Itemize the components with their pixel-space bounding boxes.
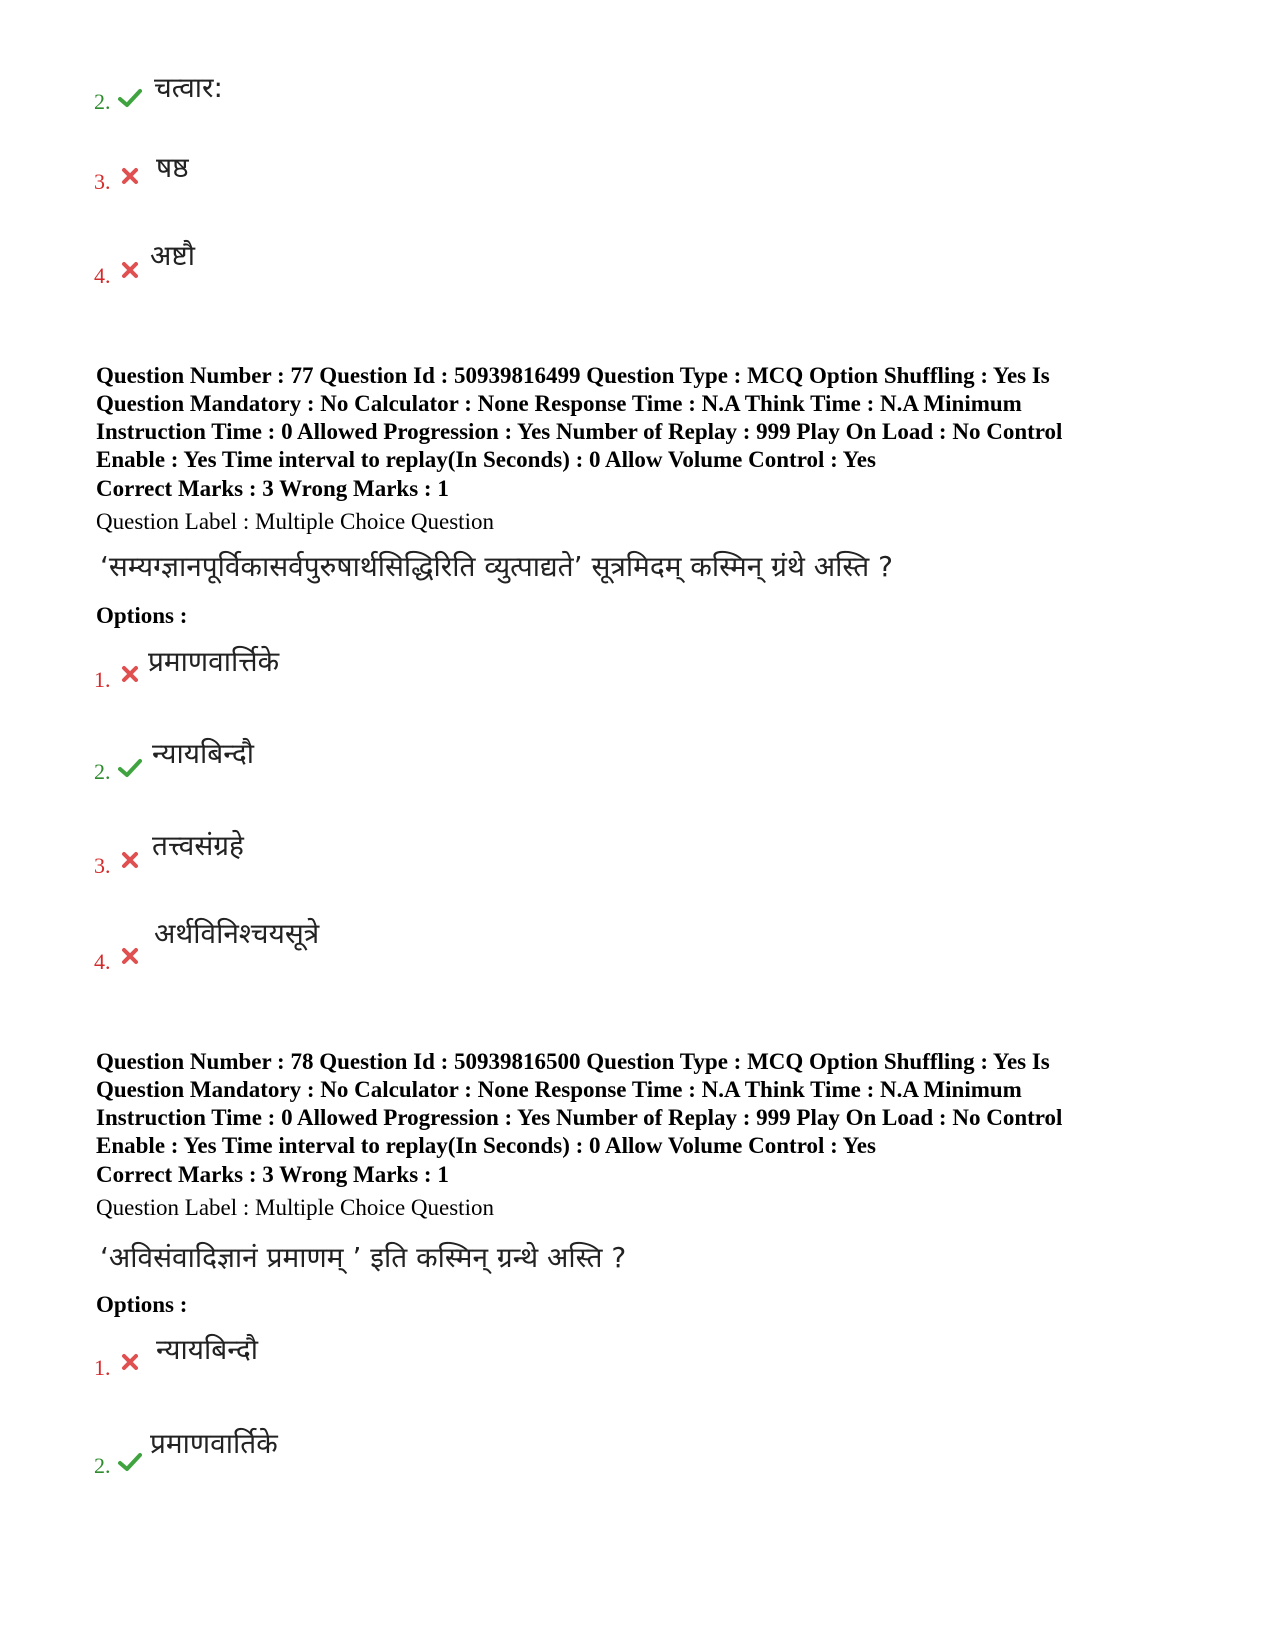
question-meta bbox=[96, 1048, 1196, 1160]
option-text: न्यायबिन्दौ bbox=[152, 737, 255, 770]
option-text: चत्वार: bbox=[154, 71, 223, 104]
meta-line: Question Number : 78 Question Id : 50939816500 Question Type : MCQ Option Shuffling : Yes Is bbox=[96, 1049, 1050, 1074]
question-text: ‘अविसंवादिज्ञानं प्रमाणम् ’ इति कस्मिन् ग्रन्थे अस्ति ? bbox=[100, 1241, 627, 1274]
question-label: Question Label : Multiple Choice Question bbox=[96, 1195, 494, 1220]
option-number: 1. bbox=[94, 667, 111, 692]
options-heading: Options : bbox=[96, 603, 188, 628]
option-number: 1. bbox=[94, 1355, 111, 1380]
check-icon bbox=[118, 758, 142, 778]
meta-line: Instruction Time : 0 Allowed Progression : Yes Number of Replay : 999 Play On Load : No Control bbox=[96, 1105, 1063, 1130]
question-marks: Correct Marks : 3 Wrong Marks : 1 bbox=[96, 476, 449, 501]
option-number: 4. bbox=[94, 263, 111, 288]
options-heading: Options : bbox=[96, 1292, 188, 1317]
option-text: न्यायबिन्दौ bbox=[156, 1333, 259, 1366]
cross-icon bbox=[118, 946, 142, 966]
cross-icon bbox=[118, 260, 142, 280]
option-text: प्रमाणवार्तिके bbox=[150, 1427, 278, 1460]
option-text: अर्थविनिश्चयसूत्रे bbox=[154, 917, 320, 950]
meta-line: Instruction Time : 0 Allowed Progression : Yes Number of Replay : 999 Play On Load : No Control bbox=[96, 419, 1063, 444]
meta-line: Question Number : 77 Question Id : 50939816499 Question Type : MCQ Option Shuffling : Yes Is bbox=[96, 363, 1050, 388]
question-text: ‘सम्यग्ज्ञानपूर्विकासर्वपुरुषार्थसिद्धिरिति व्युत्पाद्यते’ सूत्रमिदम् कस्मिन् ग्रंथे अस्ति ? bbox=[100, 550, 894, 583]
check-icon bbox=[118, 1452, 142, 1472]
option-number: 3. bbox=[94, 853, 111, 878]
question-marks: Correct Marks : 3 Wrong Marks : 1 bbox=[96, 1162, 449, 1187]
option-text: अष्टौ bbox=[150, 239, 195, 272]
cross-icon bbox=[118, 850, 142, 870]
meta-line: Enable : Yes Time interval to replay(In Seconds) : 0 Allow Volume Control : Yes bbox=[96, 1133, 876, 1158]
option-number: 3. bbox=[94, 169, 111, 194]
question-label: Question Label : Multiple Choice Question bbox=[96, 509, 494, 534]
check-icon bbox=[118, 88, 142, 108]
cross-icon bbox=[118, 664, 142, 684]
question-meta bbox=[96, 362, 1196, 474]
option-number: 2. bbox=[94, 1453, 111, 1478]
cross-icon bbox=[118, 166, 142, 186]
meta-line: Question Mandatory : No Calculator : None Response Time : N.A Think Time : N.A Minimum bbox=[96, 391, 1022, 416]
option-number: 4. bbox=[94, 949, 111, 974]
option-text: षष्ठ bbox=[156, 151, 189, 184]
meta-line: Question Mandatory : No Calculator : None Response Time : N.A Think Time : N.A Minimum bbox=[96, 1077, 1022, 1102]
meta-line: Enable : Yes Time interval to replay(In Seconds) : 0 Allow Volume Control : Yes bbox=[96, 447, 876, 472]
option-number: 2. bbox=[94, 89, 111, 114]
option-text: प्रमाणवार्त्तिके bbox=[148, 645, 280, 678]
option-number: 2. bbox=[94, 759, 111, 784]
option-text: तत्त्वसंग्रहे bbox=[152, 829, 244, 862]
cross-icon bbox=[118, 1352, 142, 1372]
